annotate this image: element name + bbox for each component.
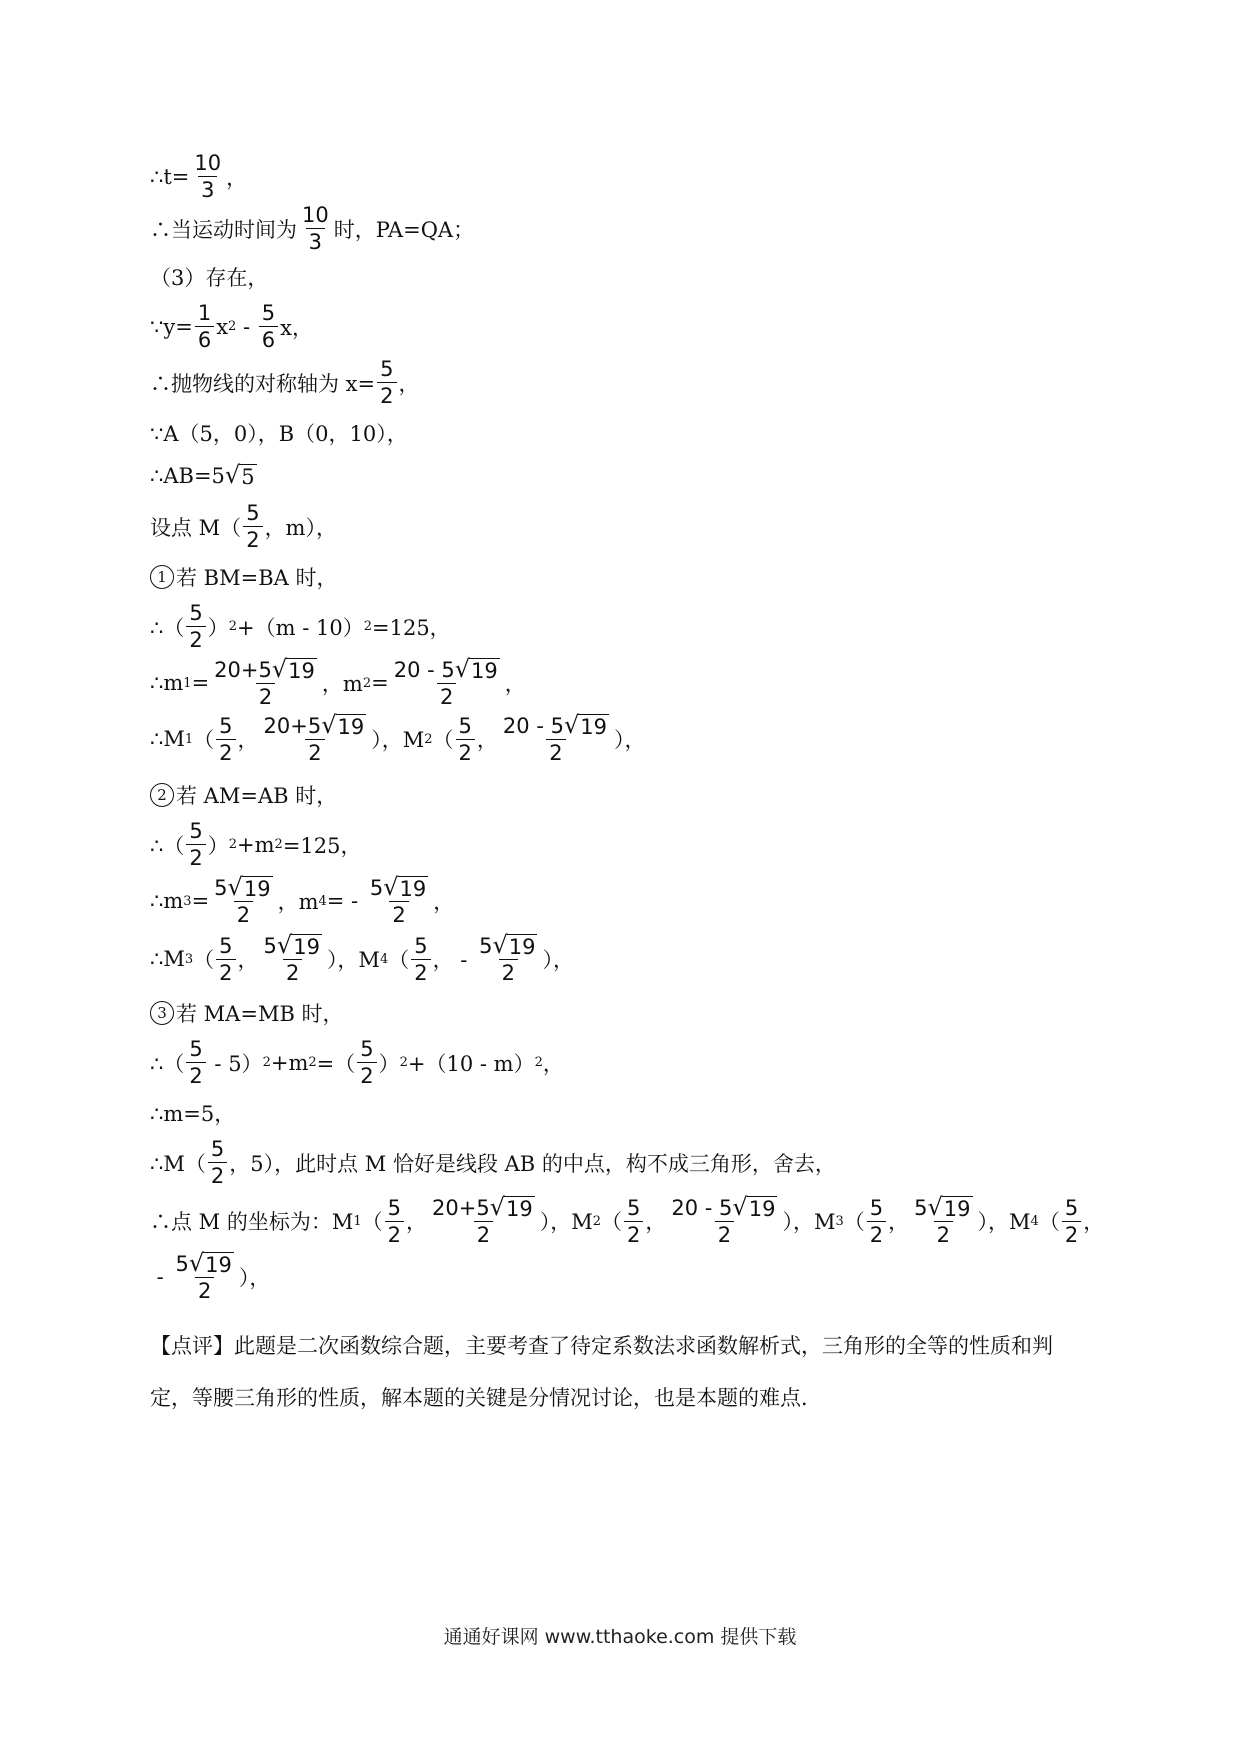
solution-line: ∴点 M 的坐标为：M 1 （ $\frac{5}{2}$ ， 20+5 √ 19 2 ），M 2 （ $\frac{5}{2}$ ， 20 - 5 √ 19 2 ），M 3 （ $\frac{5}{2}$ ， 5 √ 19 2 ），M 4 （ $\frac{5}{2}$ ，: [150, 1193, 1105, 1247]
solution-line: ∴M（ $\frac{5}{2}$ ，5），此时点 M 恰好是线段 AB 的中点，构不成三角形，舍去，: [150, 1137, 836, 1188]
text: ∴当运动时间为: [150, 217, 297, 242]
text: ∴AB=5: [150, 463, 225, 488]
text: ∴m: [150, 671, 184, 695]
text: ∴t=: [150, 164, 190, 189]
fraction: $\frac{1}{6}$: [195, 300, 214, 353]
circled-number: 1: [150, 565, 174, 589]
text: +（m - 10）: [237, 615, 364, 640]
text: 设点 M（: [150, 515, 242, 540]
solution-line: [150, 500, 337, 553]
solution-line: 2 若 AM=AB 时，: [150, 780, 337, 810]
fraction: $\frac{5}{2}$: [456, 713, 475, 766]
fraction: $\frac{5}{2}$: [385, 1195, 404, 1248]
solution-line: [150, 356, 420, 409]
fraction: $\frac{5}{2}$: [186, 818, 205, 871]
solution-line: [150, 418, 408, 448]
solution-line: [150, 202, 474, 255]
fraction: 20+5 √ 19 2: [263, 711, 365, 765]
text: ∵y=: [150, 314, 193, 339]
circled-number: 2: [150, 783, 174, 807]
fraction: 5 √ 19 2: [914, 1193, 971, 1247]
solution-line: ∴（ $\frac{5}{2}$ - 5） 2 +m 2 =（ $\frac{5}{2}$ ） 2 +（10 - m） 2 ，: [150, 1037, 564, 1088]
fraction: $\frac{5}{2}$: [216, 713, 235, 766]
text: ，: [226, 165, 248, 190]
square-root: √ 5: [224, 461, 255, 489]
solution-line: ∴（ $\frac{5}{2}$ ） 2 +（m - 10） 2 =125，: [150, 601, 451, 652]
fraction: 20+5 √ 19 2: [432, 1193, 533, 1247]
fraction: 5 √ 19 2: [175, 1249, 232, 1303]
text: -: [236, 314, 257, 339]
fraction: 5 √ 19 2: [214, 873, 271, 927]
fraction: $\frac{5}{2}$: [624, 1195, 643, 1248]
solution-line: [150, 262, 268, 292]
text: =125，: [372, 615, 451, 640]
superscript: 2: [228, 319, 237, 334]
fraction: $\frac{5}{6}$: [259, 300, 278, 353]
fraction: $\frac{5}{2}$: [186, 600, 205, 653]
fraction: $\frac{5}{2}$: [377, 356, 396, 409]
fraction: $\frac{5}{2}$: [243, 500, 262, 553]
fraction: $\frac{10}{3}$: [302, 203, 329, 254]
solution-line: 3 若 MA=MB 时，: [150, 998, 344, 1028]
text: ∴抛物线的对称轴为 x=: [150, 371, 376, 396]
fraction: $\frac{5}{2}$: [1062, 1195, 1081, 1248]
fraction: 20 - 5 √ 19 2: [502, 711, 607, 765]
text: （3）存在，: [150, 266, 269, 290]
text: ，m），: [264, 515, 337, 540]
text: ∴（: [150, 615, 185, 640]
fraction: $\frac{5}{2}$: [357, 1036, 376, 1089]
review-comment: 【点评】此题是二次函数综合题，主要考查了待定系数法求函数解析式，三角形的全等的性质和判定，等腰三角形的性质，解本题的关键是分情况讨论，也是本题的难点．: [150, 1334, 1053, 1410]
text: ）: [207, 615, 229, 640]
text: 若 BM=BA 时，: [176, 566, 338, 590]
fraction: 5 √ 19 2: [479, 931, 536, 985]
text: x，: [280, 315, 313, 340]
fraction: 5 √ 19 2: [263, 931, 320, 985]
fraction: 5 √ 19 2: [369, 873, 427, 927]
solution-line: [150, 562, 337, 592]
page-footer: 通通好课网 www.tthaoke.com 提供下载: [443, 1626, 797, 1648]
solution-line: [150, 300, 313, 353]
fraction: $\frac{5}{2}$: [186, 1036, 205, 1089]
fraction: 20 - 5 √ 19 2: [393, 655, 498, 709]
solution-line: ∴m 1 = 20+5 √ 19 2 ，m 2 = 20 - 5 √ 19 2 ，: [150, 655, 526, 709]
solution-line: [150, 462, 257, 489]
solution-line: ∴M 3 （ $\frac{5}{2}$ ， 5 √ 19 2 ），M 4 （ $\frac{5}{2}$ ， - 5 √ 19 2 ），: [150, 931, 574, 985]
text: ∵A（5，0），B（0，10），: [150, 422, 408, 446]
fraction: 20+5 √ 19 2: [214, 655, 315, 709]
fraction: 20 - 5 √ 19 2: [671, 1193, 776, 1247]
text: 时，PA=QA；: [333, 217, 475, 242]
text: ，: [398, 371, 420, 396]
solution-line: - 5 √ 19 2 ），: [150, 1249, 271, 1303]
fraction: $\frac{5}{2}$: [216, 933, 235, 986]
circled-number: 3: [150, 1001, 174, 1025]
solution-line: ∴（ $\frac{5}{2}$ ） 2 +m 2 =125，: [150, 819, 362, 870]
solution-line: ∴m=5，: [150, 1102, 236, 1126]
text: x: [216, 314, 229, 339]
fraction: $\frac{10}{3}$: [194, 151, 222, 202]
fraction: $\frac{5}{2}$: [867, 1195, 886, 1248]
solution-line: ∴M 1 （ $\frac{5}{2}$ ， 20+5 √ 19 2 ），M 2 （ $\frac{5}{2}$ ， 20 - 5 √ 19 2 ），: [150, 711, 646, 765]
fraction: $\frac{5}{2}$: [411, 933, 430, 986]
fraction: $\frac{5}{2}$: [208, 1136, 227, 1189]
solution-line: [150, 150, 247, 203]
solution-line: ∴m 3 = 5 √ 19 2 ，m 4 = - 5 √ 19 2 ，: [150, 873, 455, 927]
